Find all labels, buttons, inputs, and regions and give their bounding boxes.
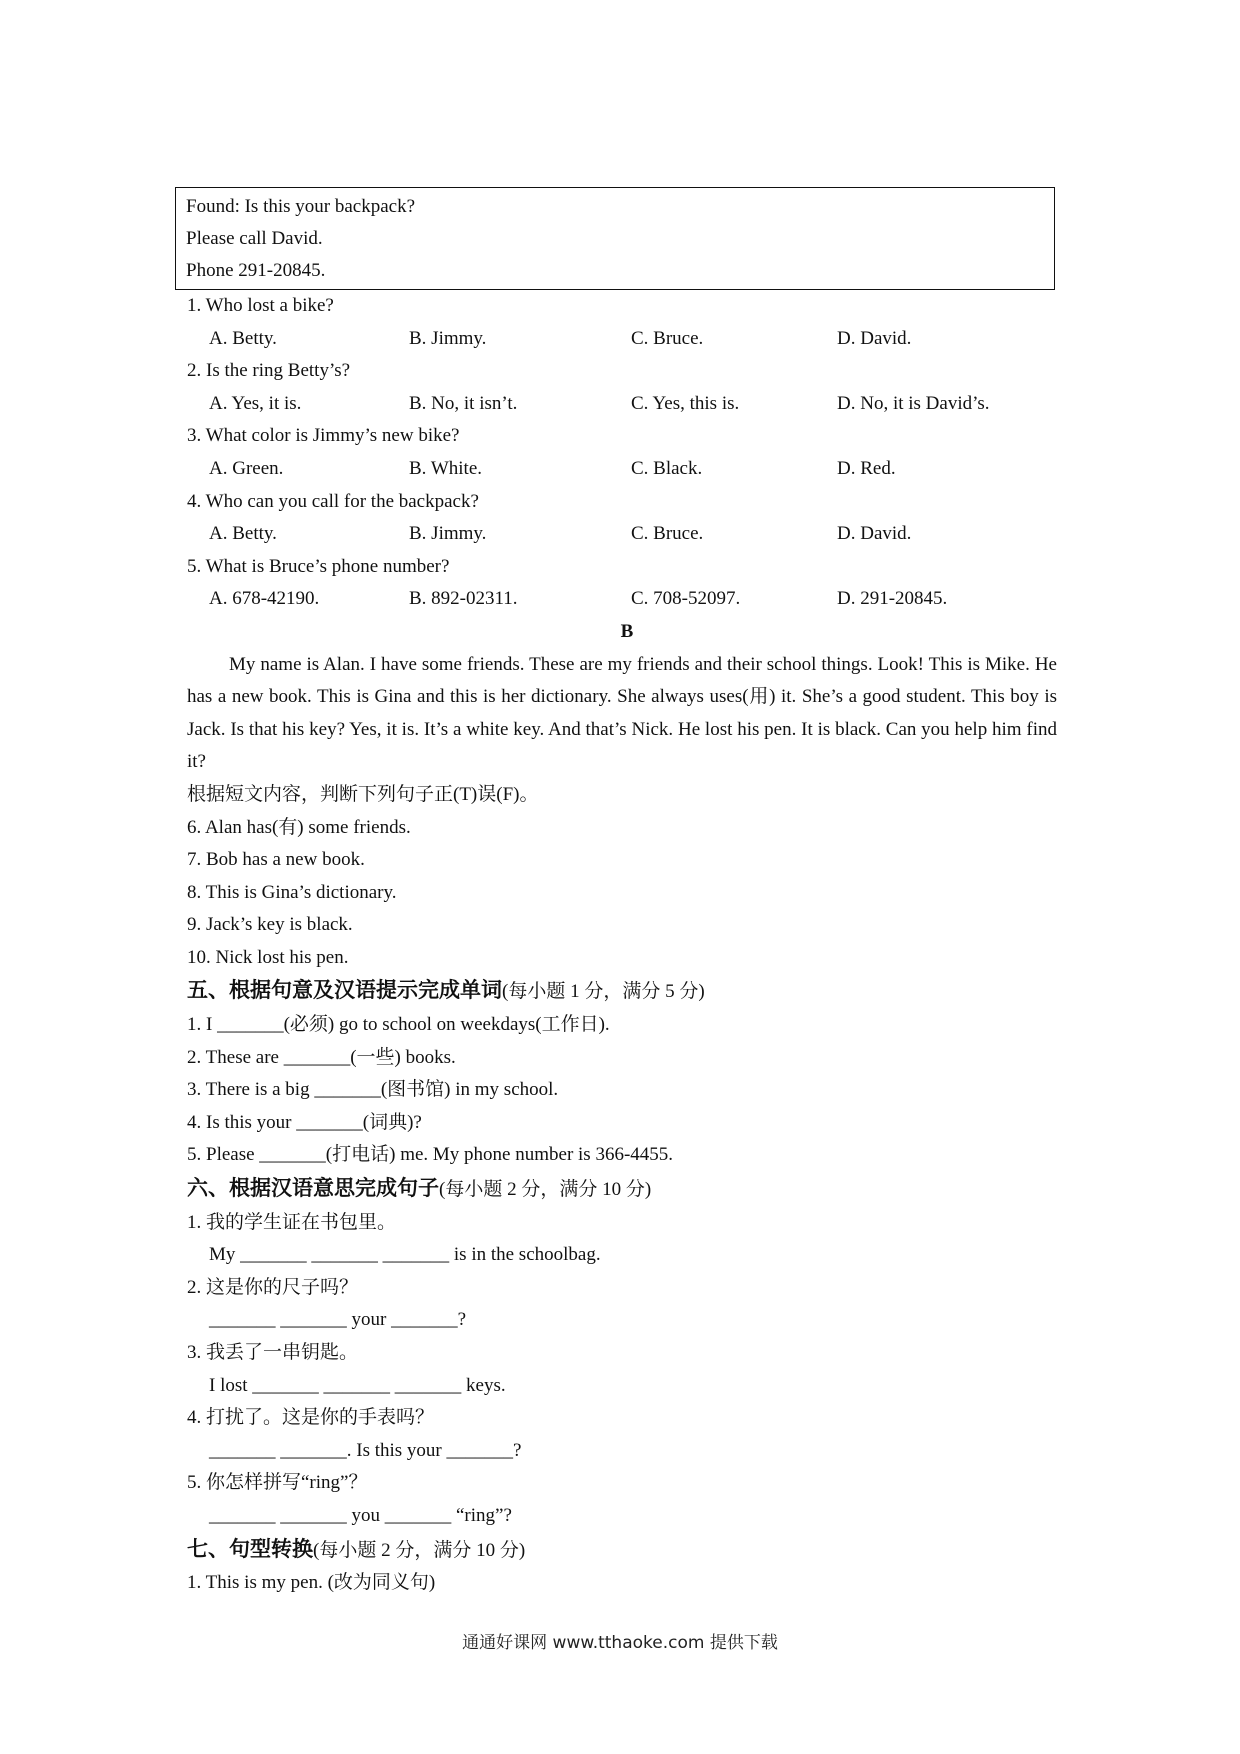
translation-answer: _______ _______ you _______ “ring”?: [209, 1504, 512, 1526]
footer-credit: 通通好课网 www.tthaoke.com 提供下载: [462, 1633, 778, 1653]
option: D. David.: [837, 327, 912, 349]
question-options: [187, 323, 1067, 356]
option: C. Yes, this is.: [631, 392, 740, 414]
translation-prompt: 1. 我的学生证在书包里。: [187, 1211, 397, 1233]
option: D. David.: [837, 523, 912, 545]
question-text: 4. Who can you call for the backpack?: [187, 490, 479, 512]
tf-instruction: 根据短文内容，判断下列句子正(T)误(F)。: [187, 783, 539, 805]
option: C. 708-52097.: [631, 588, 741, 610]
fill-item: 5. Please _______(打电话) me. My phone number is 366-4455.: [187, 1144, 674, 1166]
option: B. Jimmy.: [409, 327, 487, 349]
notice-line: Found: Is this your backpack?: [186, 196, 416, 217]
section-b-title: B: [620, 620, 634, 642]
section-7-heading: [187, 1533, 1067, 1568]
option: D. 291-20845.: [837, 588, 948, 610]
question-text: 5. What is Bruce’s phone number?: [187, 555, 450, 577]
fill-item: 2. These are _______(一些) books.: [187, 1046, 456, 1068]
option: B. Jimmy.: [409, 523, 487, 545]
option: A. 678-42190.: [209, 588, 320, 610]
translation-prompt: 2. 这是你的尺子吗？: [187, 1276, 359, 1298]
translation-prompt: 5. 你怎样拼写“ring”？: [187, 1472, 368, 1494]
option: A. Yes, it is.: [209, 392, 302, 414]
question-options: [187, 518, 1067, 551]
section-note: (每小题 2 分，满分 10 分): [439, 1179, 652, 1201]
fill-item: 4. Is this your _______(词典)?: [187, 1111, 422, 1133]
question-options: [187, 453, 1067, 486]
translation-prompt: 4. 打扰了。这是你的手表吗？: [187, 1407, 435, 1429]
question-text: 2. Is the ring Betty’s?: [187, 360, 351, 382]
option: B. 892-02311.: [409, 588, 518, 610]
tf-item: 9. Jack’s key is black.: [187, 914, 353, 936]
found-notice-box: [175, 187, 1055, 290]
translation-prompt: 3. 我丢了一串钥匙。: [187, 1342, 359, 1363]
option: C. Black.: [631, 457, 703, 479]
tf-item: 7. Bob has a new book.: [187, 849, 365, 871]
option: B. White.: [409, 457, 483, 479]
option: A. Betty.: [209, 327, 277, 349]
passage-b: My name is Alan. I have some friends. These are my friends and their school things. Look! This is Mike. He has a new book. This is Gina and this is her dictionary. She always uses(用) it. She’s a good student. This boy is Jack. Is that his key? Yes, it is. It’s a white key. And that’s Nick. He lost his pen. It is black. Can you help him find it?: [187, 653, 1057, 773]
fill-item: 3. There is a big _______(图书馆) in my school.: [187, 1079, 559, 1101]
option: C. Bruce.: [631, 523, 704, 545]
section-title: 五、根据句意及汉语提示完成单词: [187, 978, 502, 1003]
question-options: [187, 388, 1067, 421]
section-6-heading: [187, 1172, 1067, 1207]
reading-a-questions: [187, 290, 1067, 616]
notice-line: Phone 291-20845.: [186, 260, 326, 281]
option: D. No, it is David’s.: [837, 392, 990, 414]
option: A. Betty.: [209, 523, 277, 545]
notice-line: Please call David.: [186, 228, 323, 249]
tf-item: 10. Nick lost his pen.: [187, 946, 349, 968]
translation-answer: I lost _______ _______ _______ keys.: [209, 1374, 506, 1396]
page-content: [187, 187, 1067, 1600]
translation-answer: My _______ _______ _______ is in the schoolbag.: [209, 1244, 601, 1266]
section-title: 七、句型转换: [187, 1536, 313, 1561]
question-text: 1. Who lost a bike?: [187, 295, 334, 316]
option: A. Green.: [209, 457, 284, 479]
option: C. Bruce.: [631, 327, 704, 349]
tf-item: 8. This is Gina’s dictionary.: [187, 881, 397, 903]
translation-answer: _______ _______ your _______?: [209, 1309, 467, 1331]
tf-item: 6. Alan has(有) some friends.: [187, 816, 411, 838]
section-title: 六、根据汉语意思完成句子: [187, 1176, 439, 1201]
transform-item: 1. This is my pen. (改为同义句): [187, 1572, 436, 1594]
question-text: 3. What color is Jimmy’s new bike?: [187, 425, 460, 447]
option: B. No, it isn’t.: [409, 392, 518, 414]
question-options: [187, 583, 1067, 616]
translation-answer: _______ _______. Is this your _______?: [209, 1439, 522, 1461]
section-note: (每小题 2 分，满分 10 分): [313, 1539, 526, 1561]
option: D. Red.: [837, 457, 896, 479]
fill-item: 1. I _______(必须) go to school on weekdays(工作日).: [187, 1014, 610, 1036]
section-5-heading: [187, 974, 1067, 1009]
section-note: (每小题 1 分，满分 5 分): [502, 981, 705, 1003]
